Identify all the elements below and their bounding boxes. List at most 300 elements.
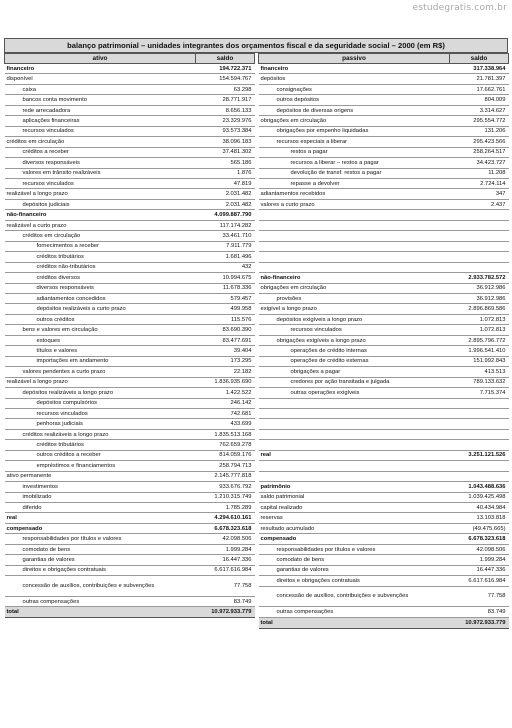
- row-value: 2.933.782.572: [450, 273, 509, 283]
- row-label: comodato de bens: [5, 544, 196, 554]
- row-value: 933.676.792: [196, 482, 255, 492]
- row-value: 13.103.818: [450, 513, 509, 523]
- row-label: caixa: [5, 84, 196, 94]
- row-label: adiantamentos concedidos: [5, 293, 196, 303]
- empty-row: [259, 231, 509, 241]
- passivo-total-row: [259, 617, 509, 628]
- row-value: 1.210.315.749: [196, 492, 255, 502]
- row-label: operações de crédito externas: [259, 356, 450, 366]
- row-label: depósitos exigíveis a longo prazo: [259, 314, 450, 324]
- table-row: [259, 335, 509, 345]
- row-label: fornecimentos a receber: [5, 241, 196, 251]
- table-row: [259, 105, 509, 115]
- row-value: 565.186: [196, 158, 255, 168]
- table-row: [5, 74, 255, 84]
- table-row: [259, 346, 509, 356]
- row-value: 47.819: [196, 178, 255, 188]
- ativo-header-row: [5, 54, 255, 64]
- table-row: [5, 388, 255, 398]
- row-value: 11.208: [450, 168, 509, 178]
- table-row: [5, 523, 255, 533]
- table-row: [259, 503, 509, 513]
- row-label: recursos a liberar – restos a pagar: [259, 158, 450, 168]
- row-label: rede arrecadadora: [5, 105, 196, 115]
- row-value: 2.895.796.772: [450, 335, 509, 345]
- row-value: 37.481.302: [196, 147, 255, 157]
- row-label: créditos tributários: [5, 440, 196, 450]
- table-row: [5, 346, 255, 356]
- row-value: 295.423.566: [450, 137, 509, 147]
- ativo-table: [4, 53, 255, 618]
- row-value: 6.617.616.984: [450, 576, 509, 586]
- passivo-total-label: total: [259, 617, 450, 628]
- empty-row: [259, 210, 509, 220]
- row-label: créditos em circulação: [5, 137, 196, 147]
- row-value: 36.912.986: [450, 283, 509, 293]
- table-row: [5, 210, 255, 220]
- empty-row: [259, 252, 509, 262]
- table-row: [259, 377, 509, 387]
- row-label: realizável a curto prazo: [5, 220, 196, 230]
- row-value: 173.295: [196, 356, 255, 366]
- row-value: 814.059.176: [196, 450, 255, 460]
- row-value: 7.911.779: [196, 241, 255, 251]
- row-value: 39.404: [196, 346, 255, 356]
- row-label: não-financeiro: [5, 210, 196, 220]
- row-label: valores em trânsito realizáveis: [5, 168, 196, 178]
- table-row: [259, 74, 509, 84]
- row-label: concessão de auxílios, contribuições e subvenções: [259, 586, 450, 607]
- row-value: 11.678.336: [196, 283, 255, 293]
- row-label: créditos realizáveis a longo prazo: [5, 429, 196, 439]
- table-row: [5, 492, 255, 502]
- table-row: [5, 147, 255, 157]
- row-value: 83.749: [196, 596, 255, 606]
- row-value: 347: [450, 189, 509, 199]
- ativo-total-row: [5, 607, 255, 618]
- row-label: operações de crédito internas: [259, 346, 450, 356]
- row-label: ativo permanente: [5, 471, 196, 481]
- row-value: 258.264.517: [450, 147, 509, 157]
- table-row: [259, 178, 509, 188]
- row-label: títulos e valores: [5, 346, 196, 356]
- row-label: depósitos de diversas origens: [259, 105, 450, 115]
- table-row: [5, 158, 255, 168]
- table-row: [5, 126, 255, 136]
- row-value: 154.594.767: [196, 74, 255, 84]
- table-row: [5, 241, 255, 251]
- table-row: [259, 147, 509, 157]
- ativo-column: [4, 53, 254, 629]
- row-label: repasse a devolver: [259, 178, 450, 188]
- row-label: recursos vinculados: [259, 325, 450, 335]
- table-row: [259, 482, 509, 492]
- table-row: [5, 419, 255, 429]
- table-row: [5, 596, 255, 606]
- row-label: estoques: [5, 335, 196, 345]
- row-value: 83.749: [450, 607, 509, 617]
- row-value: 2.031.482: [196, 189, 255, 199]
- row-label: outras operações exigíveis: [259, 388, 450, 398]
- table-row: [5, 293, 255, 303]
- row-value: 4.099.887.790: [196, 210, 255, 220]
- table-row: [5, 273, 255, 283]
- row-label: depósitos compulsórios: [5, 398, 196, 408]
- passivo-table: [258, 53, 509, 629]
- row-label: depósitos judiciais: [5, 199, 196, 209]
- row-label: depósitos realizáveis a longo prazo: [5, 388, 196, 398]
- row-value: 433.699: [196, 419, 255, 429]
- table-row: [259, 534, 509, 544]
- table-row: [5, 398, 255, 408]
- passivo-header-row: [259, 54, 509, 64]
- row-value: 258.794.713: [196, 461, 255, 471]
- row-value: 16.447.336: [196, 555, 255, 565]
- ativo-total-value: 10.972.933.779: [196, 607, 255, 618]
- table-row: [5, 440, 255, 450]
- row-value: 21.781.397: [450, 74, 509, 84]
- table-row: [5, 503, 255, 513]
- row-value: 7.715.374: [450, 388, 509, 398]
- row-value: 6.678.323.618: [196, 523, 255, 533]
- row-label: créditos diversos: [5, 273, 196, 283]
- empty-row: [259, 262, 509, 272]
- row-value: 1.999.284: [196, 544, 255, 554]
- table-row: [5, 189, 255, 199]
- row-label: importações em andamento: [5, 356, 196, 366]
- passivo-column: [258, 53, 508, 629]
- row-label: bancos conta movimento: [5, 95, 196, 105]
- table-row: [259, 492, 509, 502]
- ativo-total-label: total: [5, 607, 196, 618]
- row-label: diversos responsáveis: [5, 283, 196, 293]
- row-value: 1.039.425.498: [450, 492, 509, 502]
- empty-row: [259, 220, 509, 230]
- table-row: [259, 523, 509, 533]
- row-label: direitos e obrigações contratuais: [5, 565, 196, 575]
- row-value: 131.206: [450, 126, 509, 136]
- row-value: 804.009: [450, 95, 509, 105]
- table-row: [5, 408, 255, 418]
- row-label: restos a pagar: [259, 147, 450, 157]
- table-row: [259, 137, 509, 147]
- table-row: [5, 325, 255, 335]
- table-row: [5, 534, 255, 544]
- row-label: valores a curto prazo: [259, 199, 450, 209]
- watermark: estudegratis.com.br: [412, 3, 507, 13]
- row-value: 1.836.935.690: [196, 377, 255, 387]
- row-label: créditos não-tributários: [5, 262, 196, 272]
- row-value: 1.999.284: [450, 555, 509, 565]
- row-label: obrigações a pagar: [259, 367, 450, 377]
- row-value: 34.423.727: [450, 158, 509, 168]
- table-row: [5, 555, 255, 565]
- row-label: direitos e obrigações contratuais: [259, 576, 450, 586]
- passivo-total-value: 10.972.933.779: [450, 617, 509, 628]
- row-value: 77.758: [196, 576, 255, 597]
- row-value: 1.785.289: [196, 503, 255, 513]
- row-label: diversos responsáveis: [5, 158, 196, 168]
- balance-sheet: [4, 38, 508, 629]
- row-label: resultado acumulado: [259, 523, 450, 533]
- table-row: [259, 95, 509, 105]
- table-row: [5, 262, 255, 272]
- row-label: credores por ação transitada e julgada: [259, 377, 450, 387]
- row-label: não-financeiro: [259, 273, 450, 283]
- table-row: [259, 325, 509, 335]
- table-row: [259, 513, 509, 523]
- table-row: [5, 471, 255, 481]
- table-row: [5, 64, 255, 74]
- passivo-header-value: saldo: [450, 54, 509, 64]
- row-value: 28.771.917: [196, 95, 255, 105]
- row-value: 432: [196, 262, 255, 272]
- table-row: [5, 95, 255, 105]
- row-value: 93.573.384: [196, 126, 255, 136]
- row-value: 762.659.278: [196, 440, 255, 450]
- row-value: 33.461.710: [196, 231, 255, 241]
- row-value: 77.758: [450, 586, 509, 607]
- table-row: [5, 482, 255, 492]
- row-label: depósitos: [259, 74, 450, 84]
- table-row: [259, 64, 509, 74]
- row-value: 579.457: [196, 293, 255, 303]
- row-value: (49.475.665): [450, 523, 509, 533]
- row-value: 4.294.610.161: [196, 513, 255, 523]
- table-row: [5, 314, 255, 324]
- table-row: [259, 126, 509, 136]
- table-row: [5, 450, 255, 460]
- row-label: provisões: [259, 293, 450, 303]
- row-label: outros créditos a receber: [5, 450, 196, 460]
- table-row: [5, 304, 255, 314]
- row-label: compensado: [5, 523, 196, 533]
- row-label: concessão de auxílios, contribuições e subvenções: [5, 576, 196, 597]
- row-value: 63.298: [196, 84, 255, 94]
- row-value: 2.437: [450, 199, 509, 209]
- empty-row: [259, 471, 509, 481]
- row-label: obrigações em circulação: [259, 116, 450, 126]
- row-value: 17.662.761: [450, 84, 509, 94]
- row-value: 16.447.336: [450, 565, 509, 575]
- row-value: 1.072.813: [450, 325, 509, 335]
- row-value: 6.617.616.984: [196, 565, 255, 575]
- passivo-rows: [259, 64, 509, 618]
- row-value: 22.182: [196, 367, 255, 377]
- row-label: outras compensações: [5, 596, 196, 606]
- row-label: realizável a longo prazo: [5, 189, 196, 199]
- table-row: [259, 168, 509, 178]
- row-label: obrigações por empenho liquidadas: [259, 126, 450, 136]
- table-row: [5, 231, 255, 241]
- row-value: 789.133.632: [450, 377, 509, 387]
- row-label: compensado: [259, 534, 450, 544]
- table-row: [5, 356, 255, 366]
- table-row: [259, 304, 509, 314]
- row-label: créditos em circulação: [5, 231, 196, 241]
- table-row: [259, 388, 509, 398]
- row-label: empréstimos e financiamentos: [5, 461, 196, 471]
- row-value: 8.656.133: [196, 105, 255, 115]
- table-row: [259, 367, 509, 377]
- table-row: [5, 178, 255, 188]
- row-label: créditos tributários: [5, 252, 196, 262]
- row-value: 42.098.506: [196, 534, 255, 544]
- row-label: realizável a longo prazo: [5, 377, 196, 387]
- row-label: patrimônio: [259, 482, 450, 492]
- row-label: investimentos: [5, 482, 196, 492]
- row-value: 1.681.496: [196, 252, 255, 262]
- row-value: 194.722.371: [196, 64, 255, 74]
- table-row: [259, 576, 509, 586]
- row-value: 36.912.986: [450, 293, 509, 303]
- row-value: 6.678.323.618: [450, 534, 509, 544]
- row-label: imobilizado: [5, 492, 196, 502]
- row-label: real: [259, 450, 450, 460]
- table-row: [259, 116, 509, 126]
- row-value: 1.072.813: [450, 314, 509, 324]
- table-row: [259, 293, 509, 303]
- table-title: balanço patrimonial – unidades integrantes dos orçamentos fiscal e da seguridade social – 2000 (em R$): [4, 38, 508, 53]
- row-label: obrigações exigíveis a longo prazo: [259, 335, 450, 345]
- row-label: exigível a longo prazo: [259, 304, 450, 314]
- row-label: bens e valores em circulação: [5, 325, 196, 335]
- table-row: [259, 555, 509, 565]
- row-label: devolução de transf. restos a pagar: [259, 168, 450, 178]
- row-label: responsabilidades por títulos e valores: [5, 534, 196, 544]
- empty-row: [259, 429, 509, 439]
- table-row: [259, 356, 509, 366]
- table-row: [5, 283, 255, 293]
- row-value: 83.690.390: [196, 325, 255, 335]
- table-row: [259, 565, 509, 575]
- row-value: 2.145.777.818: [196, 471, 255, 481]
- row-value: 295.554.772: [450, 116, 509, 126]
- row-value: 42.098.506: [450, 544, 509, 554]
- ativo-header-value: saldo: [196, 54, 255, 64]
- row-value: 1.876: [196, 168, 255, 178]
- row-value: 3.251.121.526: [450, 450, 509, 460]
- row-label: depósitos realizáveis a curto prazo: [5, 304, 196, 314]
- table-row: [259, 607, 509, 617]
- row-value: 40.434.984: [450, 503, 509, 513]
- row-value: 1.835.513.168: [196, 429, 255, 439]
- empty-row: [259, 419, 509, 429]
- row-label: recursos vinculados: [5, 408, 196, 418]
- row-value: 1.422.522: [196, 388, 255, 398]
- empty-row: [259, 408, 509, 418]
- row-label: recursos vinculados: [5, 178, 196, 188]
- row-label: saldo patrimonial: [259, 492, 450, 502]
- row-label: créditos a receber: [5, 147, 196, 157]
- table-row: [5, 116, 255, 126]
- row-label: obrigações em circulação: [259, 283, 450, 293]
- row-value: 413.513: [450, 367, 509, 377]
- row-label: outras compensações: [259, 607, 450, 617]
- row-label: diferido: [5, 503, 196, 513]
- table-row: [5, 565, 255, 575]
- row-value: 246.142: [196, 398, 255, 408]
- table-row: [259, 189, 509, 199]
- table-row: [5, 377, 255, 387]
- table-row: [5, 105, 255, 115]
- table-row: [259, 273, 509, 283]
- row-label: outros depósitos: [259, 95, 450, 105]
- empty-row: [259, 398, 509, 408]
- row-value: 2.724.114: [450, 178, 509, 188]
- row-label: responsabilidades por títulos e valores: [259, 544, 450, 554]
- table-row: [5, 168, 255, 178]
- table-row: [5, 252, 255, 262]
- ativo-rows: [5, 64, 255, 607]
- table-row: [259, 544, 509, 554]
- row-label: reservas: [259, 513, 450, 523]
- table-row: [5, 461, 255, 471]
- row-value: 1.043.488.636: [450, 482, 509, 492]
- row-label: adiantamentos recebidos: [259, 189, 450, 199]
- row-value: 151.992.843: [450, 356, 509, 366]
- table-row: [259, 199, 509, 209]
- row-value: 1.996.541.410: [450, 346, 509, 356]
- row-value: 117.174.282: [196, 220, 255, 230]
- row-value: 83.477.691: [196, 335, 255, 345]
- row-value: 317.338.964: [450, 64, 509, 74]
- table-row: [5, 137, 255, 147]
- row-value: 115.576: [196, 314, 255, 324]
- row-label: valores pendentes a curto prazo: [5, 367, 196, 377]
- row-label: real: [5, 513, 196, 523]
- row-label: comodato de bens: [259, 555, 450, 565]
- passivo-header-label: passivo: [259, 54, 450, 64]
- table-row: [259, 158, 509, 168]
- table-row: [5, 199, 255, 209]
- row-label: financeiro: [259, 64, 450, 74]
- table-row: [5, 576, 255, 597]
- row-label: recursos vinculados: [5, 126, 196, 136]
- row-label: capital realizado: [259, 503, 450, 513]
- row-label: outros créditos: [5, 314, 196, 324]
- row-label: garantias de valores: [259, 565, 450, 575]
- row-value: 2.896.869.586: [450, 304, 509, 314]
- row-value: 742.681: [196, 408, 255, 418]
- row-label: disponível: [5, 74, 196, 84]
- table-row: [259, 450, 509, 460]
- table-row: [259, 314, 509, 324]
- row-value: 2.031.482: [196, 199, 255, 209]
- table-row: [5, 220, 255, 230]
- empty-row: [259, 440, 509, 450]
- table-row: [259, 586, 509, 607]
- table-row: [5, 544, 255, 554]
- table-row: [259, 84, 509, 94]
- row-label: penhoras judiciais: [5, 419, 196, 429]
- table-row: [5, 429, 255, 439]
- table-row: [5, 335, 255, 345]
- row-value: 499.958: [196, 304, 255, 314]
- empty-row: [259, 461, 509, 471]
- table-row: [5, 84, 255, 94]
- row-value: 10.994.675: [196, 273, 255, 283]
- row-value: 23.329.976: [196, 116, 255, 126]
- table-row: [5, 367, 255, 377]
- row-value: 38.096.183: [196, 137, 255, 147]
- row-label: consignações: [259, 84, 450, 94]
- ativo-header-label: ativo: [5, 54, 196, 64]
- row-label: recursos especiais a liberar: [259, 137, 450, 147]
- row-label: aplicações financeiras: [5, 116, 196, 126]
- row-label: garantias de valores: [5, 555, 196, 565]
- table-row: [259, 283, 509, 293]
